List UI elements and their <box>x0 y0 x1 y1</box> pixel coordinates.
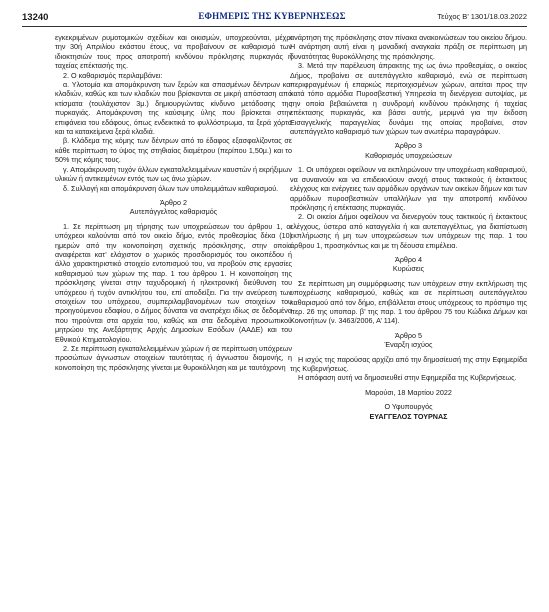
paragraph: 3. Μετά την παρέλευση άπρακτης της ως άνω προθεσμίας, ο οικείος Δήμος, προβαίνει σε αυτεπάγγελτο καθαρισμό, ενώ σε περίπτωση περιφραγμένων ή επαρκώς περιτοιχισμένων χώρων, αιτείται προς την κατά τόπο αρμόδια Πυροσβεστική Υπηρεσία τη διενέργεια αυτοψίας, με την οποία βεβαιώνεται η συνδρομή κινδύνου πρόκλησης ή ταχείας επέκτασης πυρκαγιάς, και βάσει αυτής, μεριμνά για την έκδοση Εισαγγελικής παραγγελίας δυνάμει της οποίας προβαίνει, στον αυτεπάγγελτο καθαρισμό των χώρων των ανωτέρω παραγράφων. <box>290 61 527 137</box>
gazette-masthead: ΕΦΗΜΕΡΙΣ ΤΗΣ ΚΥΒΕΡΝΗΣΕΩΣ <box>198 11 346 21</box>
paragraph: 2. Ο καθαρισμός περιλαμβάνει: <box>63 70 163 80</box>
issue-reference: Τεύχος B’ 1301/18.03.2022 <box>437 12 527 21</box>
paragraph-continuation: εγκεκριμένων ρυμοτομικών σχεδίων και οικισμών, υποχρεούνται, μέχρι την 30ή Απριλίου εκάστου έτους, να προβαίνουν σε καθαρισμό των ιδιοκτησιών τους προς αποτροπή κινδύνου πρόκλησης πυρκαγιάς ή ταχείας επέκτασής της. <box>55 33 292 71</box>
paragraph: Σε περίπτωση μη συμμόρφωσης των υπόχρεων στην εκπλήρωση της υποχρέωσης καθαρισμού, καθώς και σε περίπτωση αυτεπάγγελτου καθαρισμού από τον δήμο, επιβάλλεται στους υπόχρεους το πρόστιμο της περ. 26 της υποπαρ. β’ της παρ. 1 του άρθρου 75 του Κώδικα Δήμων και Κοινοτήτων (ν. 3463/2006, Α’ 114). <box>290 278 527 326</box>
paragraph: 1. Σε περίπτωση μη τήρησης των υποχρεώσεων του άρθρου 1, οι υπόχρεοι καλούνται από τον οικείο δήμο, εντός προθεσμίας δέκα (10) ημερών από την κοινοποίηση σχετικής πρόσκλησης, στην οποία αναφέρεται κατ’ ελάχιστον ο χωρικός προσδιορισμός του οικοπέδου ή άλλο χαρακτηριστικό στοιχείο εντοπισμού του, να προβούν στις εργασίες καθαρισμού των χώρων της παρ. 1 του άρθρου 1. Η κοινοποίηση της πρόσκλησης γίνεται στην ταχυδρομική ή ηλεκτρονική διεύθυνση του υπόχρεου ή τυχόν αντικλήτου του, επί αποδείξει. Για την ανεύρεση των στοιχείων του υπόχρεου, συμπεριλαμβανομένων των στοιχείων του προηγούμενου εδαφίου, ο Δήμος δύναται να ανατρέχει ιδίως σε δεδομένα που τηρούνται στα αρχεία του, καθώς και στα δεδομένα προσωπικού μητρώου της Ανεξάρτητης Αρχής Δημοσίων Εσόδων (ΑΑΔΕ) και του Εθνικού Κτηματολογίου. <box>55 221 292 344</box>
right-text-column <box>290 33 527 421</box>
page-number: 13240 <box>22 12 49 23</box>
paragraph: 2. Οι οικείοι Δήμοι οφείλουν να διενεργούν τους τακτικούς ή έκτακτους ελέγχους, ύστερα από καταγγελία ή και αυτεπαγγέλτως, για διαπίστωση εκπλήρωσης ή μη των υποχρεώσεων των υπόχρεων της παρ. 1 του άρθρου 1, προσηκόντως και με τη δέουσα επιμέλεια. <box>290 212 527 250</box>
paragraph: δ. Συλλογή και απομάκρυνση όλων των υπολειμμάτων καθαρισμού. <box>63 183 279 193</box>
article-heading: Άρθρο 3 <box>395 141 422 151</box>
paragraph: 2. Σε περίπτωση εγκαταλελειμμένων χώρων ή σε περίπτωση υπόχρεων προσώπων άγνωστων στοιχείων ταυτότητας ή άγνωστου διαμονής, η κοινοποίηση της πρόσκλησης γίνεται με θυροκόλληση και με ταυτόχρονη <box>55 344 292 372</box>
signature-place-date: Μαρούσι, 18 Μαρτίου 2022 <box>365 387 452 397</box>
signatory-name: ΕΥΑΓΓΕΛΟΣ ΤΟΥΡΝΑΣ <box>369 411 448 421</box>
page-header <box>22 10 527 27</box>
paragraph: β. Κλάδεμα της κόμης των δέντρων από το έδαφος εξασφαλίζοντας σε κάθε περίπτωση το ύψος της στηθιαίας διαμέτρου (περίπου 1,50μ.) και το 50% της κόμης τους. <box>55 136 292 165</box>
paragraph: Η απόφαση αυτή να δημοσιευθεί στην Εφημερίδα της Κυβερνήσεως. <box>298 373 517 383</box>
article-title: Κυρώσεις <box>392 264 425 274</box>
article-title: Καθορισμός υποχρεώσεων <box>365 150 452 160</box>
article-heading: Άρθρο 4 <box>395 254 422 264</box>
article-heading: Άρθρο 5 <box>395 330 422 340</box>
article-title: Αυτεπάγγελτος καθαρισμός <box>129 207 218 217</box>
paragraph: 1. Οι υπόχρεοι οφείλουν να εκπληρώνουν την υποχρέωση καθαρισμού, να συναινούν και να επιδεικνύουν ανοχή στους τακτικούς ή έκτακτους ελέγχους και ενέργειες των αρμόδιων οργάνων των οικείων δήμων και των αρμόδιων πυροσβεστικών υπαλλήλων για την αποτροπή κινδύνου πρόκλησης ή επέκτασης πυρκαγιάς. <box>290 165 527 212</box>
paragraph: γ. Απομάκρυνση τυχόν άλλων εγκαταλελειμμένων καυστών ή εκρήξιμων υλικών ή αντικειμένων εντός των ως άνω χώρων. <box>55 164 292 184</box>
paragraph-continuation: ανάρτηση της πρόσκλησης στον πίνακα ανακοινώσεων του οικείου δήμου. Η ανάρτηση αυτή είναι η μοναδική αναγκαία πράξη σε περίπτωση μη δυνατότητας θυροκόλλησης της πρόσκλησης. <box>290 33 527 61</box>
paragraph: α. Υλοτομία και απομάκρυνση των ξερών και σπασμένων δέντρων και κλαδιών, καθώς και των κλαδιών που βρίσκονται σε μικρή απόσταση από κτίσματα (τουλάχιστον 3μ.) δημιουργώντας κίνδυνο μετάδοσης της πυρκαγιάς. Απομάκρυνση της καύσιμης ύλης που βρίσκεται στην επιφάνεια του εδάφους, όπως ενδεικτικά το φυλλόστρωμα, τα ξερά χόρτα και τα κατακείμενα ξερά κλαδιά. <box>55 80 292 137</box>
article-title: Έναρξη ισχύος <box>384 340 433 350</box>
article-heading: Άρθρο 2 <box>160 197 187 207</box>
paragraph: Η ισχύς της παρούσας αρχίζει από την δημοσίευσή της στην Εφημερίδα της Κυβερνήσεως. <box>290 354 527 373</box>
signatory-role: Ο Υφυπουργός <box>384 402 433 412</box>
left-text-column <box>55 33 292 372</box>
